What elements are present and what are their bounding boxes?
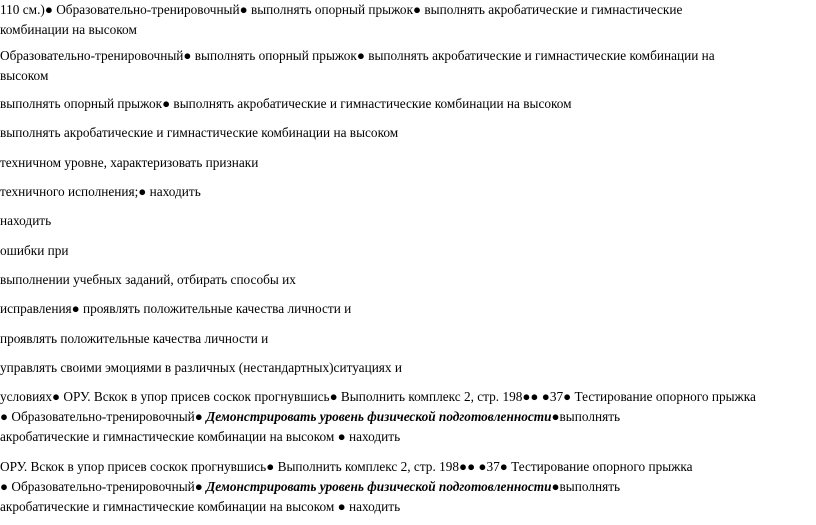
paragraph-4 <box>0 123 812 143</box>
paragraph-7 <box>0 211 812 231</box>
text-line: проявлять положительные качества личности и <box>0 331 269 346</box>
emphasis-text: Демонстрировать уровень физической подготовленности <box>206 409 552 424</box>
text-line <box>0 477 812 497</box>
text-line: 110 см.)● Образовательно-тренировочный● выполнять опорный прыжок● выполнять акробатические и гимнастические <box>0 2 683 17</box>
text-line: техничном уровне, характеризовать признаки <box>0 155 259 170</box>
emphasis-text: Демонстрировать уровень физической подготовленности <box>206 479 552 494</box>
text-run: ● Образовательно-тренировочный● <box>0 479 207 494</box>
paragraph-9 <box>0 270 812 290</box>
text-line: находить <box>0 213 52 228</box>
text-line: техничного исполнения;● находить <box>0 184 201 199</box>
paragraph-8 <box>0 241 812 261</box>
paragraph-12 <box>0 358 812 378</box>
text-line: выполнении учебных заданий, отбирать способы их <box>0 272 296 287</box>
text-line <box>0 407 812 427</box>
text-line: акробатические и гимнастические комбинации на высоком ● находить <box>0 499 401 514</box>
paragraph-2 <box>0 46 812 86</box>
text-line: Образовательно-тренировочный● выполнять опорный прыжок● выполнять акробатические и гимнастические комбинации на <box>0 48 715 63</box>
paragraph-3 <box>0 94 812 114</box>
paragraph-10 <box>0 299 812 319</box>
text-run: ●выполнять <box>551 479 621 494</box>
paragraph-14 <box>0 457 812 517</box>
text-run: ●выполнять <box>551 409 621 424</box>
text-line: ошибки при <box>0 243 69 258</box>
paragraph-5 <box>0 153 812 173</box>
text-line: управлять своими эмоциями в различных (нестандартных)ситуациях и <box>0 360 403 375</box>
text-line: выполнять опорный прыжок● выполнять акробатические и гимнастические комбинации на высоком <box>0 96 572 111</box>
text-line: ОРУ. Вскок в упор присев соскок прогнувшись● Выполнить комплекс 2, стр. 198●● ●37● Тестирование опорного прыжка <box>0 459 693 474</box>
text-line: комбинации на высоком <box>0 22 137 37</box>
text-line: исправления● проявлять положительные качества личности и <box>0 301 352 316</box>
paragraph-6 <box>0 182 812 202</box>
paragraph-13 <box>0 387 812 447</box>
text-line: акробатические и гимнастические комбинации на высоком ● находить <box>0 429 401 444</box>
text-line: выполнять акробатические и гимнастические комбинации на высоком <box>0 125 399 140</box>
paragraph-1 <box>0 0 812 40</box>
text-line: высоком <box>0 68 49 83</box>
text-run: ● Образовательно-тренировочный● <box>0 409 207 424</box>
paragraph-11 <box>0 329 812 349</box>
text-line: условиях● ОРУ. Вскок в упор присев соскок прогнувшись● Выполнить комплекс 2, стр. 198●● ●37● Тестирование опорного прыжка <box>0 389 756 404</box>
